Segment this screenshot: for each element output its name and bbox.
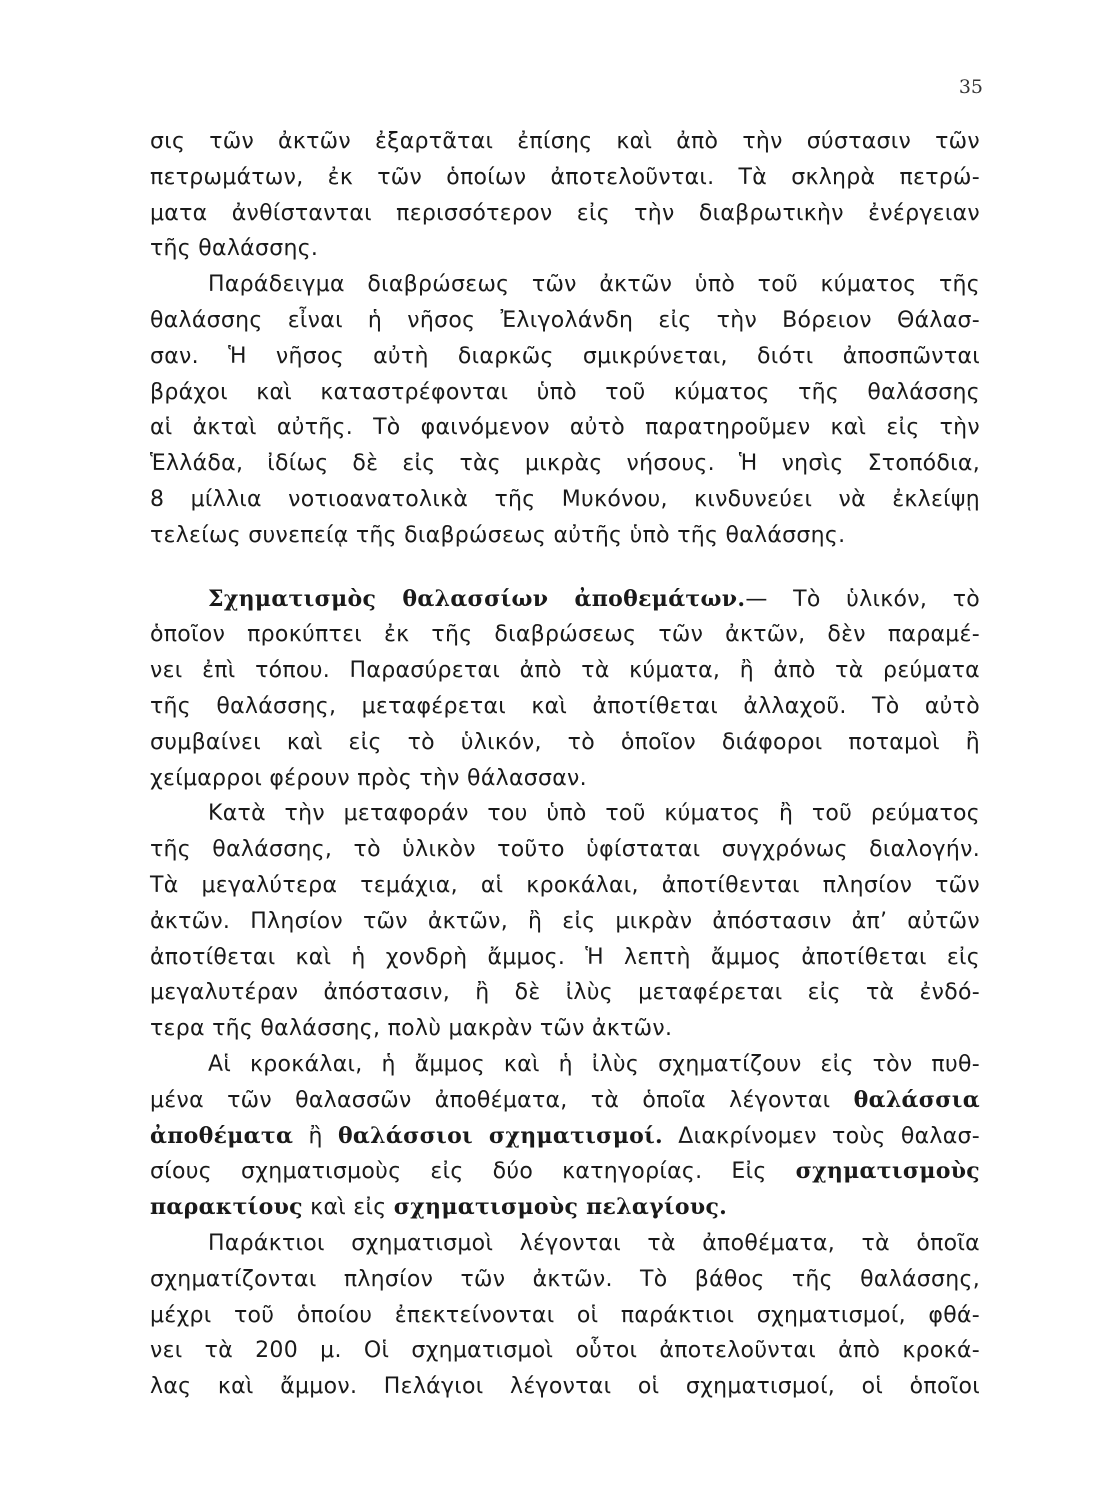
text-line: Ἑλλάδα, ἰδίως δὲ εἰς τὰς μικρὰς νήσους. Ἡ νησὶς Στοπόδια, (150, 451, 980, 477)
text-line (150, 1119, 980, 1155)
bold-term: παρακτίους (150, 1194, 303, 1221)
text-line: σχηματίζονται πλησίον τῶν ἀκτῶν. Τὸ βάθος τῆς θαλάσσης, (150, 1266, 980, 1292)
bold-term: σχηματισμοὺς (795, 1158, 980, 1185)
text-line: αἱ ἀκταὶ αὐτῆς. Τὸ φαινόμενον αὐτὸ παρατηροῦμεν καὶ εἰς τὴν (150, 415, 980, 441)
bold-term: ἀποθέματα (150, 1122, 294, 1149)
text-line: τῆς θαλάσσης, μεταφέρεται καὶ ἀποτίθεται ἀλλαχοῦ. Τὸ αὐτὸ (150, 693, 980, 719)
text-line: μεγαλυτέραν ἀπόστασιν, ἢ δὲ ἰλὺς μεταφέρεται εἰς τὰ ἐνδό- (150, 980, 980, 1006)
text-line: νει τὰ 200 μ. Οἱ σχηματισμοὶ οὗτοι ἀποτελοῦνται ἀπὸ κροκά- (150, 1338, 980, 1364)
text-run: σίους σχηματισμοὺς εἰς δύο κατηγορίας. Εἰς (150, 1159, 767, 1185)
text-line: σις τῶν ἀκτῶν ἐξαρτᾶται ἐπίσης καὶ ἀπὸ τὴν σύστασιν τῶν (150, 129, 980, 154)
section-heading: Σχηματισμὸς θαλασσίων ἀποθεμάτων. (208, 585, 746, 612)
text-line: νει ἐπὶ τόπου. Παρασύρεται ἀπὸ τὰ κύματα, ἢ ἀπὸ τὰ ρεύματα (150, 658, 980, 684)
text-run: Διακρίνομεν τοὺς θαλασ- (678, 1123, 980, 1149)
text-line: ἀκτῶν. Πλησίον τῶν ἀκτῶν, ἢ εἰς μικρὰν ἀπόστασιν ἀπ’ αὐτῶν (150, 908, 980, 934)
text-line: πετρωμάτων, ἐκ τῶν ὁποίων ἀποτελοῦνται. Τὰ σκληρὰ πετρώ- (150, 164, 980, 190)
text-line: τελείως συνεπείᾳ τῆς διαβρώσεως αὐτῆς ὑπὸ τῆς θαλάσσης. (150, 522, 846, 548)
bold-term: θαλάσσιοι σχηματισμοί. (337, 1122, 663, 1149)
bold-term: σχηματισμοὺς πελαγίους. (393, 1194, 728, 1221)
text-run: καὶ εἰς (310, 1195, 387, 1221)
text-run: μένα τῶν θαλασσῶν ἀποθέματα, τὰ ὁποῖα λέγονται (150, 1087, 831, 1113)
text-line: σαν. Ἡ νῆσος αὐτὴ διαρκῶς σμικρύνεται, διότι ἀποσπῶνται (150, 343, 980, 369)
text-line (150, 1083, 980, 1119)
text-line: ὁποῖον προκύπτει ἐκ τῆς διαβρώσεως τῶν ἀκτῶν, δὲν παραμέ- (150, 622, 980, 648)
text-line: Αἱ κροκάλαι, ἡ ἄμμος καὶ ἡ ἰλὺς σχηματίζουν εἰς τὸν πυθ- (208, 1051, 980, 1077)
text-line: ματα ἀνθίστανται περισσότερον εἰς τὴν διαβρωτικὴν ἐνέργειαν (150, 200, 980, 226)
text-run: ἢ (308, 1123, 323, 1149)
text-line: συμβαίνει καὶ εἰς τὸ ὑλικόν, τὸ ὁποῖον διάφοροι ποταμοὶ ἢ (150, 729, 980, 755)
text-line (150, 1190, 980, 1226)
body-text (150, 124, 980, 1405)
text-line: χείμαρροι φέρουν πρὸς τὴν θάλασσαν. (150, 765, 587, 791)
text-line: βράχοι καὶ καταστρέφονται ὑπὸ τοῦ κύματος τῆς θαλάσσης (150, 379, 980, 405)
text-line: Κατὰ τὴν μεταφοράν του ὑπὸ τοῦ κύματος ἢ τοῦ ρεύματος (208, 801, 980, 827)
text-line: τερα τῆς θαλάσσης, πολὺ μακρὰν τῶν ἀκτῶν. (150, 1016, 673, 1042)
text-line: Παράκτιοι σχηματισμοὶ λέγονται τὰ ἀποθέματα, τὰ ὁποῖα (208, 1230, 980, 1256)
text-line (150, 1154, 980, 1190)
text-line: 8 μίλλια νοτιοανατολικὰ τῆς Μυκόνου, κινδυνεύει νὰ ἐκλείψῃ (150, 486, 980, 512)
section-heading-line (150, 582, 980, 618)
text-line: θαλάσσης εἶναι ἡ νῆσος Ἐλιγολάνδη εἰς τὴν Βόρειον Θάλασ- (150, 307, 980, 333)
text-line: Τὰ μεγαλύτερα τεμάχια, αἱ κροκάλαι, ἀποτίθενται πλησίον τῶν (150, 872, 980, 898)
text-line: ἀποτίθεται καὶ ἡ χονδρὴ ἄμμος. Ἡ λεπτὴ ἄμμος ἀποτίθεται εἰς (150, 944, 980, 970)
text-line: τῆς θαλάσσης, τὸ ὑλικὸν τοῦτο ὑφίσταται συγχρόνως διαλογήν. (150, 837, 980, 863)
text-line: τῆς θαλάσσης. (150, 236, 319, 262)
text-line: μέχρι τοῦ ὁποίου ἐπεκτείνονται οἱ παράκτιοι σχηματισμοί, φθά- (150, 1302, 980, 1328)
text-run: — Τὸ ὑλικόν, τὸ (745, 586, 980, 612)
page-number: 35 (958, 76, 983, 98)
text-line: Παράδειγμα διαβρώσεως τῶν ἀκτῶν ὑπὸ τοῦ κύματος τῆς (208, 272, 980, 298)
text-line: λας καὶ ἄμμον. Πελάγιοι λέγονται οἱ σχηματισμοί, οἱ ὁποῖοι (150, 1374, 980, 1400)
bold-term: θαλάσσια (853, 1086, 980, 1113)
